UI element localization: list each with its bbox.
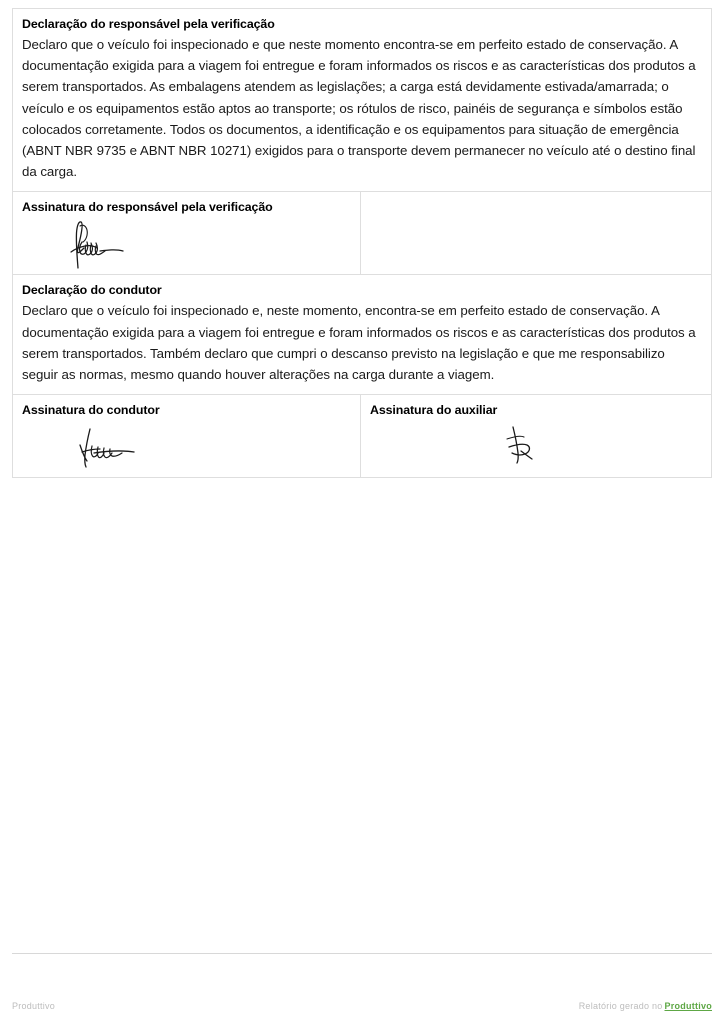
handwritten-signature-icon: [495, 421, 555, 471]
footer-generated-by: [579, 1001, 712, 1011]
driver-signature-cell[interactable]: [13, 395, 361, 477]
verification-declaration-title: Declaração do responsável pela verificação: [22, 17, 275, 31]
assistant-signature-cell[interactable]: [361, 395, 711, 477]
handwritten-signature-icon: [22, 218, 172, 270]
driver-declaration-block: [13, 275, 711, 395]
verification-signature-cell[interactable]: [13, 192, 361, 274]
verification-signature-row: [13, 192, 711, 275]
produttivo-link[interactable]: Produttivo: [664, 1001, 712, 1011]
declarations-table: [12, 8, 712, 478]
footer-brand: Produttivo: [12, 1001, 56, 1011]
verification-signature-empty-cell[interactable]: [361, 192, 711, 274]
page-footer: [12, 998, 712, 1014]
assistant-signature-ink: [370, 421, 702, 473]
verification-signature-ink: [22, 218, 351, 270]
driver-declaration-title: Declaração do condutor: [22, 283, 162, 298]
driver-signature-label: Assinatura do condutor: [22, 403, 160, 418]
verification-declaration-body: Declaro que o veículo foi inspecionado e que neste momento encontra-se em perfeito estado de conservação. A documentação exigida para a viagem foi entregue e foram informados os riscos e as características dos produtos a serem transportados. As embalagens atendem as legislações; a carga está devidamente estivada/amarrada; o veículo e os equipamentos estão aptos ao transporte; os rótulos de risco, painéis de segurança e símbolos estão colocados corretamente. Todos os documentos, a identificação e os equipamentos para situação de emergência (ABNT NBR 9735 e ABNT NBR 10271) exigidos para o transporte devem permanecer no veículo até o destino final da carga.: [22, 37, 696, 180]
footer-generated-prefix: Relatório gerado no: [578, 1001, 663, 1011]
footer-divider: [12, 953, 712, 954]
verification-declaration-block: [13, 9, 711, 192]
verification-signature-label: Assinatura do responsável pela verificação: [22, 200, 273, 215]
driver-signature-ink: [22, 421, 351, 473]
driver-declaration-body: Declaro que o veículo foi inspecionado e, neste momento, encontra-se em perfeito estado de conservação. A documentação exigida para a viagem foi entregue e foram informados os riscos e as características dos produtos a serem transportados. Também declaro que cumpri o descanso previsto na legislação e que me responsabilizo seguir as normas, mesmo quando houver alterações na carga durante a viagem.: [22, 303, 696, 383]
assistant-signature-label: Assinatura do auxiliar: [370, 403, 498, 418]
driver-signature-row: [13, 395, 711, 478]
handwritten-signature-icon: [22, 421, 182, 473]
